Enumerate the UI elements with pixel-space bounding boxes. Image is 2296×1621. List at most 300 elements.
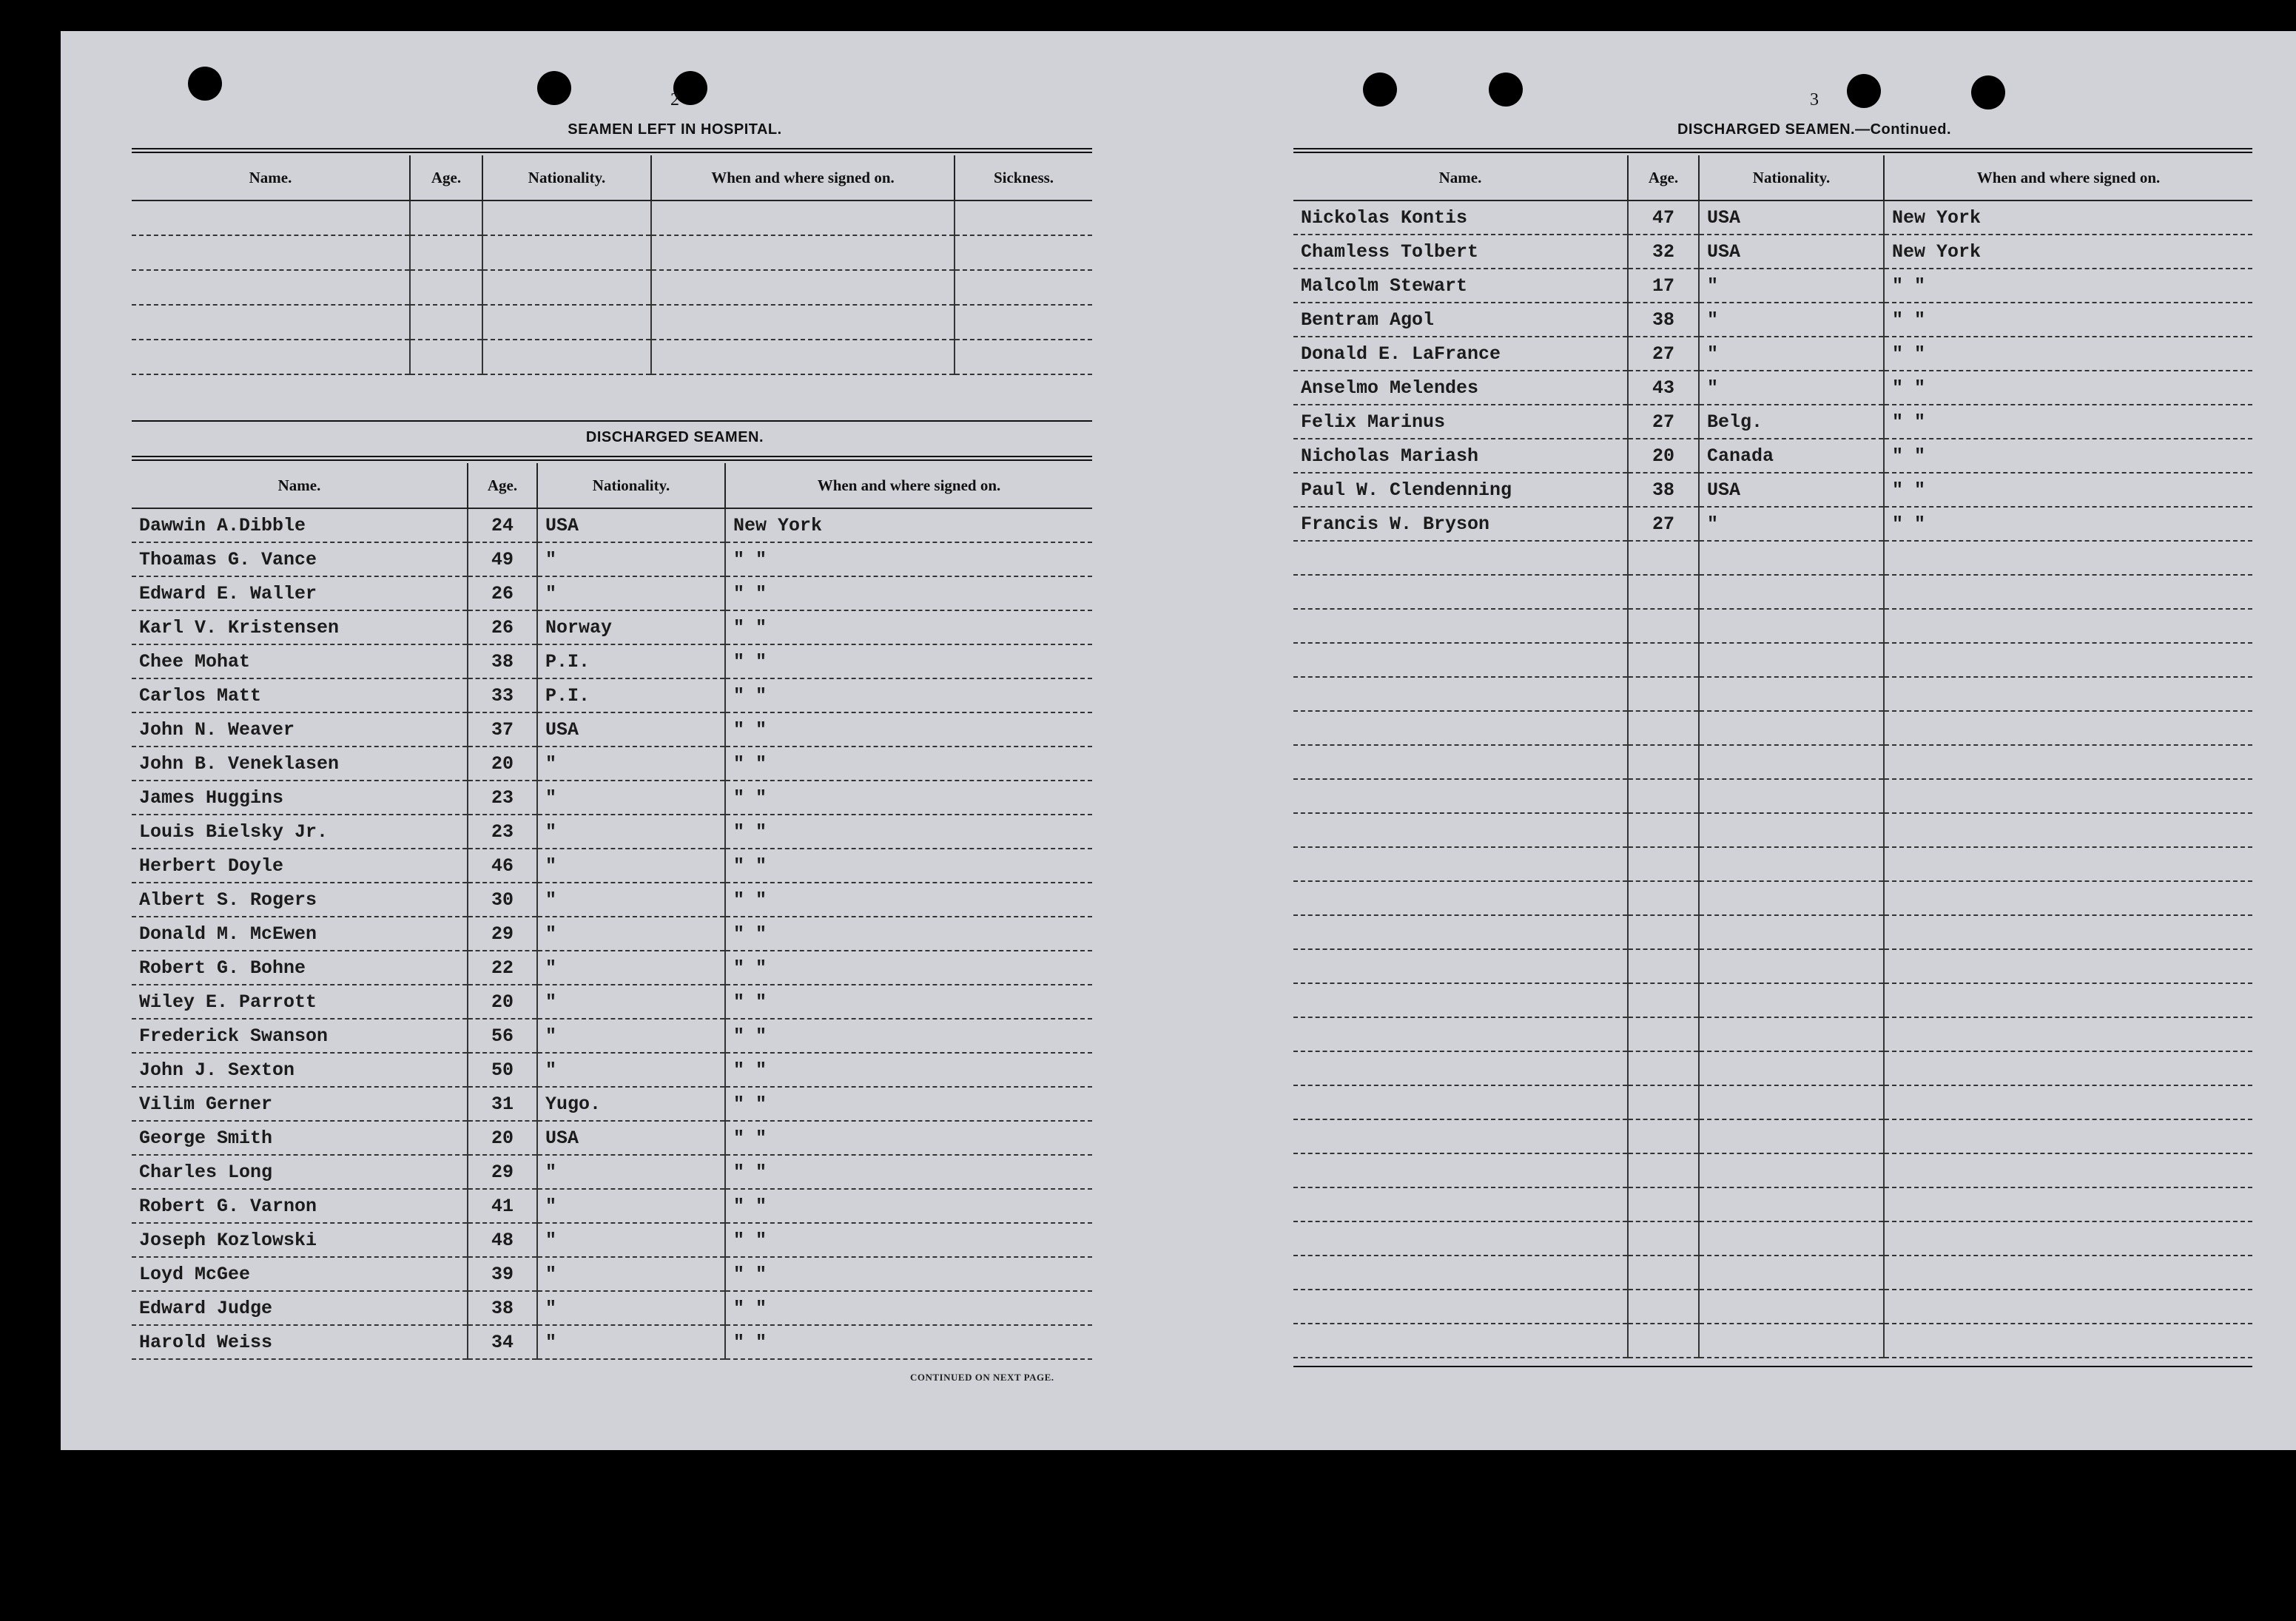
cell-signed-on <box>1884 1051 2252 1085</box>
table-row <box>1293 1153 2252 1187</box>
cell-nationality <box>1699 745 1884 779</box>
cell-nationality: " <box>537 1189 725 1223</box>
cell-age <box>1628 677 1699 711</box>
cell-signed-on: " " <box>725 678 1092 712</box>
column-header-age: Age. <box>1628 155 1699 200</box>
cell-nationality: USA <box>1699 473 1884 507</box>
table-row <box>1293 983 2252 1017</box>
cell-name: John N. Weaver <box>132 712 468 747</box>
discharged-table-body <box>132 508 1092 1359</box>
cell-age: 34 <box>468 1325 537 1359</box>
table-row <box>1293 575 2252 609</box>
cell-age: 56 <box>468 1019 537 1053</box>
cell-age <box>1628 1290 1699 1324</box>
table-row <box>1293 405 2252 439</box>
table-row <box>132 815 1092 849</box>
cell-name: Felix Marinus <box>1293 405 1628 439</box>
column-header-nationality: Nationality. <box>1699 155 1884 200</box>
cell-signed-on <box>1884 1153 2252 1187</box>
cell-signed-on <box>1884 949 2252 983</box>
cell-signed-on: " " <box>1884 507 2252 541</box>
cell-name: Paul W. Clendenning <box>1293 473 1628 507</box>
cell-signed-on <box>1884 677 2252 711</box>
cell-name <box>1293 1221 1628 1256</box>
cell-age: 46 <box>468 849 537 883</box>
cell-name: Herbert Doyle <box>132 849 468 883</box>
cell-nationality: " <box>537 849 725 883</box>
cell-signed-on: " " <box>725 1291 1092 1325</box>
cell-name <box>1293 677 1628 711</box>
cell-signed-on: " " <box>725 610 1092 644</box>
cell-signed-on: " " <box>725 917 1092 951</box>
cell-age: 20 <box>468 985 537 1019</box>
table-row <box>132 1325 1092 1359</box>
cell-signed-on: " " <box>725 1053 1092 1087</box>
cell-age <box>1628 1119 1699 1153</box>
cell-signed-on <box>1884 609 2252 643</box>
cell-signed-on <box>1884 541 2252 575</box>
table-row <box>1293 269 2252 303</box>
column-header-age: Age. <box>468 463 537 508</box>
cell-age: 17 <box>1628 269 1699 303</box>
table-row <box>1293 1221 2252 1256</box>
column-header-nationality: Nationality. <box>482 155 651 200</box>
cell-signed-on: " " <box>725 1019 1092 1053</box>
table-row <box>1293 915 2252 949</box>
cell-name: Carlos Matt <box>132 678 468 712</box>
cell-nationality: " <box>537 781 725 815</box>
cell-nationality <box>1699 1119 1884 1153</box>
cell-age: 23 <box>468 781 537 815</box>
cell-nationality: USA <box>537 712 725 747</box>
document-sheet <box>61 31 2296 1450</box>
table-row <box>132 200 1092 235</box>
column-header-signed-on: When and where signed on. <box>651 155 955 200</box>
table-row <box>132 1155 1092 1189</box>
cell-nationality: USA <box>537 508 725 542</box>
table-header-row <box>1293 155 2252 200</box>
cell-age: 48 <box>468 1223 537 1257</box>
cell-signed-on: " " <box>725 1121 1092 1155</box>
table-row <box>1293 1324 2252 1358</box>
cell-signed-on: New York <box>725 508 1092 542</box>
table-header-row <box>132 463 1092 508</box>
cell-signed-on: " " <box>725 644 1092 678</box>
table-row <box>132 781 1092 815</box>
cell-age: 27 <box>1628 405 1699 439</box>
cell-signed-on: " " <box>1884 371 2252 405</box>
table-row <box>132 508 1092 542</box>
column-header-signed-on: When and where signed on. <box>1884 155 2252 200</box>
cell-age: 23 <box>468 815 537 849</box>
cell-signed-on: " " <box>725 815 1092 849</box>
discharged-top-rule <box>132 456 1092 461</box>
table-row <box>1293 949 2252 983</box>
discharged-continued-table-body <box>1293 200 2252 1358</box>
table-row <box>1293 1290 2252 1324</box>
table-row <box>132 1087 1092 1121</box>
cell-name <box>1293 1085 1628 1119</box>
cell-signed-on: " " <box>725 712 1092 747</box>
table-row <box>132 270 1092 305</box>
cell-age: 29 <box>468 1155 537 1189</box>
cell-age <box>1628 745 1699 779</box>
cell-age: 41 <box>468 1189 537 1223</box>
cell-nationality <box>1699 779 1884 813</box>
cell-signed-on <box>1884 813 2252 847</box>
discharged-table <box>132 463 1092 1360</box>
cell-signed-on <box>1884 1256 2252 1290</box>
cell-nationality <box>1699 711 1884 745</box>
table-row <box>1293 677 2252 711</box>
cell-name: John J. Sexton <box>132 1053 468 1087</box>
cell-signed-on <box>1884 983 2252 1017</box>
cell-name: Chamless Tolbert <box>1293 235 1628 269</box>
table-row <box>1293 200 2252 235</box>
cell-name <box>1293 1051 1628 1085</box>
cell-age: 27 <box>1628 507 1699 541</box>
cell-name <box>1293 847 1628 881</box>
cell-signed-on: " " <box>725 542 1092 576</box>
discharged-section-title: DISCHARGED SEAMEN. <box>585 429 764 445</box>
cell-age <box>1628 1256 1699 1290</box>
cell-name: Charles Long <box>132 1155 468 1189</box>
hospital-section-title: SEAMEN LEFT IN HOSPITAL. <box>568 121 782 138</box>
table-row <box>1293 439 2252 473</box>
cell-nationality <box>1699 1290 1884 1324</box>
cell-name: Thoamas G. Vance <box>132 542 468 576</box>
cell-nationality <box>1699 575 1884 609</box>
cell-nationality: " <box>1699 269 1884 303</box>
hospital-table <box>132 155 1092 375</box>
cell-signed-on: New York <box>1884 235 2252 269</box>
cell-name: Louis Bielsky Jr. <box>132 815 468 849</box>
cell-name <box>1293 643 1628 677</box>
cell-name: Loyd McGee <box>132 1257 468 1291</box>
table-row <box>132 747 1092 781</box>
cell-name: Vilim Gerner <box>132 1087 468 1121</box>
continued-footer: CONTINUED ON NEXT PAGE. <box>910 1372 1054 1383</box>
table-row <box>132 1291 1092 1325</box>
cell-nationality <box>1699 915 1884 949</box>
cell-signed-on <box>1884 1119 2252 1153</box>
cell-signed-on: " " <box>1884 303 2252 337</box>
cell-name <box>1293 575 1628 609</box>
cell-nationality <box>1699 609 1884 643</box>
column-header-name: Name. <box>1293 155 1628 200</box>
table-row <box>1293 847 2252 881</box>
cell-nationality: " <box>537 917 725 951</box>
table-row <box>1293 337 2252 371</box>
cell-age: 20 <box>468 747 537 781</box>
cell-signed-on <box>1884 711 2252 745</box>
cell-age: 30 <box>468 883 537 917</box>
cell-signed-on: " " <box>725 1155 1092 1189</box>
cell-signed-on: " " <box>725 576 1092 610</box>
cell-age <box>1628 1221 1699 1256</box>
column-header-sickness: Sickness. <box>955 155 1092 200</box>
cell-age <box>1628 1017 1699 1051</box>
cell-name: Malcolm Stewart <box>1293 269 1628 303</box>
cell-signed-on <box>1884 779 2252 813</box>
cell-nationality: P.I. <box>537 644 725 678</box>
cell-nationality: " <box>537 1155 725 1189</box>
table-row <box>1293 745 2252 779</box>
cell-name <box>1293 1187 1628 1221</box>
table-row <box>132 985 1092 1019</box>
cell-name <box>1293 779 1628 813</box>
cell-name: Karl V. Kristensen <box>132 610 468 644</box>
cell-nationality <box>1699 1187 1884 1221</box>
cell-nationality: USA <box>537 1121 725 1155</box>
table-row <box>1293 1256 2252 1290</box>
cell-nationality <box>1699 813 1884 847</box>
cell-name: Dawwin A.Dibble <box>132 508 468 542</box>
column-header-name: Name. <box>132 463 468 508</box>
table-row <box>1293 235 2252 269</box>
cell-age <box>1628 915 1699 949</box>
cell-nationality: " <box>537 1291 725 1325</box>
cell-name <box>1293 949 1628 983</box>
cell-name <box>1293 609 1628 643</box>
table-row <box>132 1189 1092 1223</box>
cell-name <box>1293 745 1628 779</box>
cell-name: Donald E. LaFrance <box>1293 337 1628 371</box>
cell-signed-on: " " <box>725 1223 1092 1257</box>
cell-name <box>1293 983 1628 1017</box>
cell-age <box>1628 643 1699 677</box>
cell-name: Nickolas Kontis <box>1293 200 1628 235</box>
cell-name: Anselmo Melendes <box>1293 371 1628 405</box>
table-row <box>1293 1085 2252 1119</box>
cell-age <box>1628 1153 1699 1187</box>
cell-name: Frederick Swanson <box>132 1019 468 1053</box>
cell-age <box>1628 575 1699 609</box>
cell-signed-on <box>1884 745 2252 779</box>
cell-age: 32 <box>1628 235 1699 269</box>
cell-nationality: " <box>537 1325 725 1359</box>
table-row <box>1293 1119 2252 1153</box>
cell-signed-on: " " <box>1884 473 2252 507</box>
cell-nationality <box>1699 847 1884 881</box>
cell-nationality: " <box>537 542 725 576</box>
cell-signed-on <box>1884 1017 2252 1051</box>
cell-nationality <box>1699 983 1884 1017</box>
column-header-signed-on: When and where signed on. <box>725 463 1092 508</box>
cell-signed-on <box>1884 915 2252 949</box>
cell-nationality <box>1699 1324 1884 1358</box>
discharged-continued-table <box>1293 155 2252 1358</box>
cell-nationality <box>1699 1256 1884 1290</box>
cell-signed-on: " " <box>1884 405 2252 439</box>
table-row <box>132 644 1092 678</box>
cell-age <box>1628 1187 1699 1221</box>
table-row <box>1293 507 2252 541</box>
cell-age: 37 <box>468 712 537 747</box>
cell-age: 29 <box>468 917 537 951</box>
table-row <box>1293 1187 2252 1221</box>
cell-signed-on: " " <box>725 1087 1092 1121</box>
table-row <box>132 883 1092 917</box>
cell-age: 50 <box>468 1053 537 1087</box>
cell-signed-on <box>1884 575 2252 609</box>
cell-age: 49 <box>468 542 537 576</box>
cell-name <box>1293 1017 1628 1051</box>
cell-signed-on <box>1884 1085 2252 1119</box>
table-row <box>132 542 1092 576</box>
cell-age: 38 <box>1628 303 1699 337</box>
cell-nationality: USA <box>1699 200 1884 235</box>
table-row <box>1293 1017 2252 1051</box>
cell-age: 38 <box>468 644 537 678</box>
cell-nationality: " <box>1699 303 1884 337</box>
table-row <box>132 678 1092 712</box>
cell-signed-on <box>1884 643 2252 677</box>
right-page <box>1171 31 2296 1450</box>
cell-signed-on: " " <box>725 883 1092 917</box>
column-header-name: Name. <box>132 155 410 200</box>
cell-signed-on <box>1884 881 2252 915</box>
cell-nationality: Norway <box>537 610 725 644</box>
table-row <box>132 235 1092 270</box>
cell-signed-on: " " <box>725 1325 1092 1359</box>
cell-name <box>1293 541 1628 575</box>
table-row <box>132 951 1092 985</box>
cell-age <box>1628 609 1699 643</box>
cell-nationality: " <box>537 815 725 849</box>
cell-signed-on: " " <box>725 1257 1092 1291</box>
cell-nationality: Yugo. <box>537 1087 725 1121</box>
cell-signed-on <box>1884 847 2252 881</box>
cell-age: 24 <box>468 508 537 542</box>
cell-nationality <box>1699 643 1884 677</box>
cell-age: 26 <box>468 576 537 610</box>
table-row <box>132 305 1092 340</box>
cell-name <box>1293 1153 1628 1187</box>
cell-signed-on: " " <box>1884 439 2252 473</box>
cell-name <box>1293 1119 1628 1153</box>
cell-age: 31 <box>468 1087 537 1121</box>
column-header-age: Age. <box>410 155 482 200</box>
hospital-top-rule <box>132 148 1092 153</box>
table-row <box>1293 711 2252 745</box>
table-row <box>132 712 1092 747</box>
cell-age: 38 <box>468 1291 537 1325</box>
cell-nationality <box>1699 881 1884 915</box>
table-row <box>132 340 1092 374</box>
cell-name: James Huggins <box>132 781 468 815</box>
cell-nationality <box>1699 949 1884 983</box>
table-row <box>1293 643 2252 677</box>
table-row <box>132 1019 1092 1053</box>
cell-name <box>1293 813 1628 847</box>
cell-signed-on <box>1884 1324 2252 1358</box>
cell-age <box>1628 847 1699 881</box>
cell-nationality: " <box>537 747 725 781</box>
cell-nationality: " <box>537 1053 725 1087</box>
cell-nationality: Canada <box>1699 439 1884 473</box>
cell-nationality: Belg. <box>1699 405 1884 439</box>
cell-name: Robert G. Varnon <box>132 1189 468 1223</box>
cell-signed-on: " " <box>1884 269 2252 303</box>
cell-nationality <box>1699 1017 1884 1051</box>
cell-nationality: P.I. <box>537 678 725 712</box>
cell-name: Bentram Agol <box>1293 303 1628 337</box>
cell-nationality <box>1699 541 1884 575</box>
cell-name: Francis W. Bryson <box>1293 507 1628 541</box>
cell-nationality <box>1699 1085 1884 1119</box>
cell-age: 22 <box>468 951 537 985</box>
table-row <box>132 1223 1092 1257</box>
cell-name: Wiley E. Parrott <box>132 985 468 1019</box>
cell-signed-on: " " <box>725 1189 1092 1223</box>
cell-nationality: " <box>537 883 725 917</box>
cell-signed-on: " " <box>725 747 1092 781</box>
cell-nationality <box>1699 1221 1884 1256</box>
cell-name <box>1293 1290 1628 1324</box>
cell-nationality: " <box>1699 371 1884 405</box>
cell-nationality: " <box>537 1019 725 1053</box>
cell-age <box>1628 1085 1699 1119</box>
table-row <box>132 917 1092 951</box>
cell-age: 38 <box>1628 473 1699 507</box>
cell-age <box>1628 779 1699 813</box>
cell-signed-on <box>1884 1187 2252 1221</box>
cell-age <box>1628 1051 1699 1085</box>
cell-age: 47 <box>1628 200 1699 235</box>
cell-name <box>1293 1324 1628 1358</box>
table-row <box>1293 813 2252 847</box>
cell-age <box>1628 949 1699 983</box>
cell-nationality: " <box>537 1223 725 1257</box>
cell-name: Donald M. McEwen <box>132 917 468 951</box>
cell-age <box>1628 1324 1699 1358</box>
hospital-bottom-rule <box>132 420 1092 422</box>
cell-age <box>1628 881 1699 915</box>
cell-name: Joseph Kozlowski <box>132 1223 468 1257</box>
cell-name <box>1293 915 1628 949</box>
table-row <box>132 849 1092 883</box>
cell-name <box>1293 881 1628 915</box>
cell-nationality: " <box>537 951 725 985</box>
cell-signed-on: " " <box>725 985 1092 1019</box>
cell-age <box>1628 813 1699 847</box>
discharged-continued-title: DISCHARGED SEAMEN.—Continued. <box>1677 121 1952 138</box>
table-row <box>1293 1051 2252 1085</box>
cell-signed-on: New York <box>1884 200 2252 235</box>
cell-name: George Smith <box>132 1121 468 1155</box>
cell-name: John B. Veneklasen <box>132 747 468 781</box>
cell-name: Robert G. Bohne <box>132 951 468 985</box>
cell-name <box>1293 1256 1628 1290</box>
cell-age <box>1628 711 1699 745</box>
left-page <box>61 31 1171 1450</box>
cell-name: Edward Judge <box>132 1291 468 1325</box>
cell-age: 20 <box>1628 439 1699 473</box>
cell-signed-on <box>1884 1221 2252 1256</box>
page-number: 3 <box>1810 90 1819 109</box>
cell-age: 33 <box>468 678 537 712</box>
cell-age <box>1628 983 1699 1017</box>
cell-signed-on: " " <box>725 849 1092 883</box>
table-row <box>1293 303 2252 337</box>
cell-nationality <box>1699 1153 1884 1187</box>
cell-name <box>1293 711 1628 745</box>
table-row <box>1293 541 2252 575</box>
right-bottom-rule <box>1293 1366 2252 1367</box>
cell-signed-on: " " <box>725 781 1092 815</box>
right-top-rule <box>1293 148 2252 153</box>
